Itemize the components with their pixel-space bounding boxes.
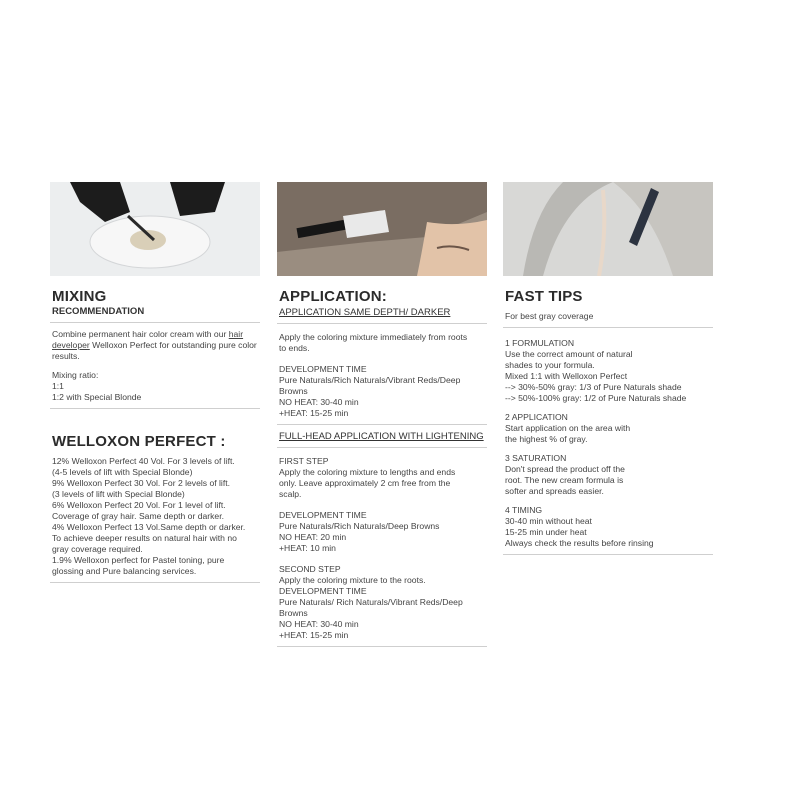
development-time-2: DEVELOPMENT TIME Pure Naturals/Rich Naturals/Deep Browns NO HEAT: 20 min +HEAT: 10 min	[279, 510, 440, 553]
first-step: FIRST STEP Apply the coloring mixture to lengths and ends only. Leave approximately 2 cm free from the scalp.	[279, 456, 456, 499]
recommendation-subheading: RECOMMENDATION	[52, 306, 145, 317]
divider	[50, 322, 260, 323]
tip-application: 2 APPLICATION Start application on the area with the highest % of gray.	[505, 412, 631, 444]
fast-tips-heading: FAST TIPS	[505, 288, 583, 305]
divider	[50, 408, 260, 409]
development-time-1: DEVELOPMENT TIME Pure Naturals/Rich Naturals/Vibrant Reds/Deep Browns NO HEAT: 30-40 min +HEAT: 15-25 min	[279, 364, 461, 418]
gray-hair-clip-photo	[503, 182, 713, 276]
divider	[503, 554, 713, 555]
divider	[277, 323, 487, 324]
same-depth-title: APPLICATION SAME DEPTH/ DARKER	[279, 307, 451, 318]
divider	[50, 582, 260, 583]
tip-timing: 4 TIMING 30-40 min without heat 15-25 min under heat Always check the results before rinsing	[505, 505, 654, 548]
hair-developer-link[interactable]: hair developer	[52, 329, 244, 350]
divider	[277, 646, 487, 647]
mixing-ratio-values: 1:1 1:2 with Special Blonde	[52, 381, 142, 402]
lightening-title: FULL-HEAD APPLICATION WITH LIGHTENING	[279, 431, 484, 442]
divider	[277, 424, 487, 425]
divider	[277, 447, 487, 448]
mixing-ratio-label: Mixing ratio:	[52, 370, 99, 380]
mixing-column	[50, 182, 262, 583]
tip-saturation: 3 SATURATION Don't spread the product off the root. The new cream formula is softer and spreads easier.	[505, 453, 625, 496]
fast-tips-subtitle: For best gray coverage	[505, 311, 594, 321]
tip-formulation: 1 FORMULATION Use the correct amount of natural shades to your formula. Mixed 1:1 with Welloxon Perfect --> 30%-50% gray: 1/3 of Pure Naturals shade --> 50%-100% gray: 1/2 of Pure Naturals shade	[505, 338, 687, 403]
welloxon-body: 12% Welloxon Perfect 40 Vol. For 3 levels of lift. (4-5 levels of lift with Special Blonde) 9% Welloxon Perfect 30 Vol. For 2 levels of lift. (3 levels of lift with Special Blonde) 6% Welloxon Perfect 20 Vol. For 1 level of lift. Coverage of gray hair. Same depth or darker. 4% Welloxon Perfect 13 Vol.Same depth or darker. To achieve deeper results on natural hair with no gray coverage required. 1.9% Welloxon perfect for Pastel toning, pure glossing and Pure balancing services.	[52, 456, 246, 576]
divider	[503, 327, 713, 328]
same-depth-text: Apply the coloring mixture immediately from roots to ends.	[279, 332, 468, 353]
fast-tips-column	[503, 182, 715, 555]
mixing-intro: Combine permanent hair color cream with our hair developer Welloxon Perfect for outstanding pure color results.	[52, 329, 257, 361]
mixing-heading: MIXING	[52, 288, 107, 305]
welloxon-heading: WELLOXON PERFECT :	[52, 433, 226, 450]
application-heading: APPLICATION:	[279, 288, 387, 305]
second-step: SECOND STEP Apply the coloring mixture to the roots. DEVELOPMENT TIME Pure Naturals/ Rich Naturals/Vibrant Reds/Deep Browns NO HEAT: 30-40 min +HEAT: 15-25 min	[279, 564, 463, 640]
brush-application-photo	[277, 182, 487, 276]
mixing-bowl-photo	[50, 182, 260, 276]
application-column	[277, 182, 489, 647]
